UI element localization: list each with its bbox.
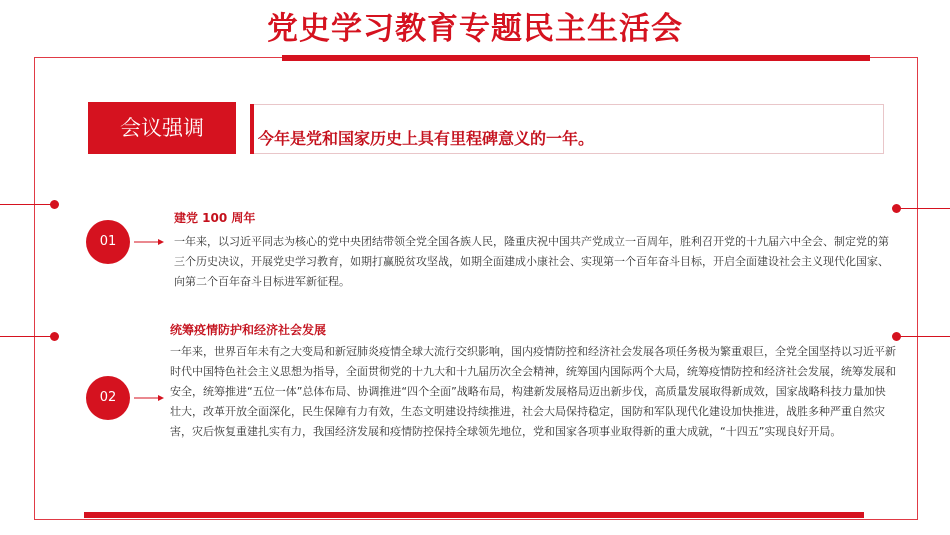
page-title: 党史学习教育专题民主生活会 bbox=[267, 11, 683, 47]
item-number-badge: 02 bbox=[86, 376, 130, 420]
item-body: 一年来，以习近平同志为核心的党中央团结带领全党全国各族人民，隆重庆祝中国共产党成立一百周年，胜利召开党的十九届六中全会、制定党的第三个历史决议，开展党史学习教育，如期打赢脱贫攻坚战，如期全面建成小康社会、实现第一个百年奋斗目标，开启全面建设社会主义现代化国家、向第二个百年奋斗目标进军新征程。 bbox=[174, 235, 889, 288]
right-decor-line-1 bbox=[898, 208, 950, 209]
section-tag: 会议强调 bbox=[88, 102, 236, 154]
highlight-text: 今年是党和国家历史上具有里程碑意义的一年。 bbox=[258, 129, 595, 148]
arrow-right-icon bbox=[134, 393, 164, 403]
arrow-right-icon bbox=[134, 237, 164, 247]
item-number-badge: 01 bbox=[86, 220, 130, 264]
left-decor-dot-1 bbox=[50, 200, 59, 209]
right-decor-dot-1 bbox=[892, 204, 901, 213]
item-body: 一年来，世界百年未有之大变局和新冠肺炎疫情全球大流行交织影响，国内疫情防控和经济社会发展各项任务极为繁重艰巨，全党全国坚持以习近平新时代中国特色社会主义思想为指导，全面贯彻党的十九大和十九届历次全会精神，统筹国内国际两个大局，统筹疫情防控和经济社会发展，统筹发展和安全，统筹推进“五位一体”总体布局、协调推进“四个全面”战略布局，构建新发展格局迈出新步伐，高质量发展取得新成效，国家战略科技力量加快壮大，改革开放全面深化，民生保障有力有效，生态文明建设持续推进，社会大局保持稳定，国防和军队现代化建设加快推进，战胜多种严重自然灾害，灾后恢复重建扎实有力，我国经济发展和疫情防控保持全球领先地位，党和国家各项事业取得新的重大成就，“十四五”实现良好开局。 bbox=[170, 345, 896, 438]
highlight-accent-bar bbox=[250, 104, 254, 154]
right-decor-line-2 bbox=[898, 336, 950, 337]
item-title: 建党 100 周年 bbox=[174, 211, 256, 225]
right-decor-dot-2 bbox=[892, 332, 901, 341]
left-decor-dot-2 bbox=[50, 332, 59, 341]
bottom-accent-bar bbox=[84, 512, 864, 518]
left-decor-line-2 bbox=[0, 336, 54, 337]
item-title: 统筹疫情防护和经济社会发展 bbox=[170, 323, 327, 337]
top-accent-bar bbox=[282, 55, 870, 61]
left-decor-line-1 bbox=[0, 204, 54, 205]
